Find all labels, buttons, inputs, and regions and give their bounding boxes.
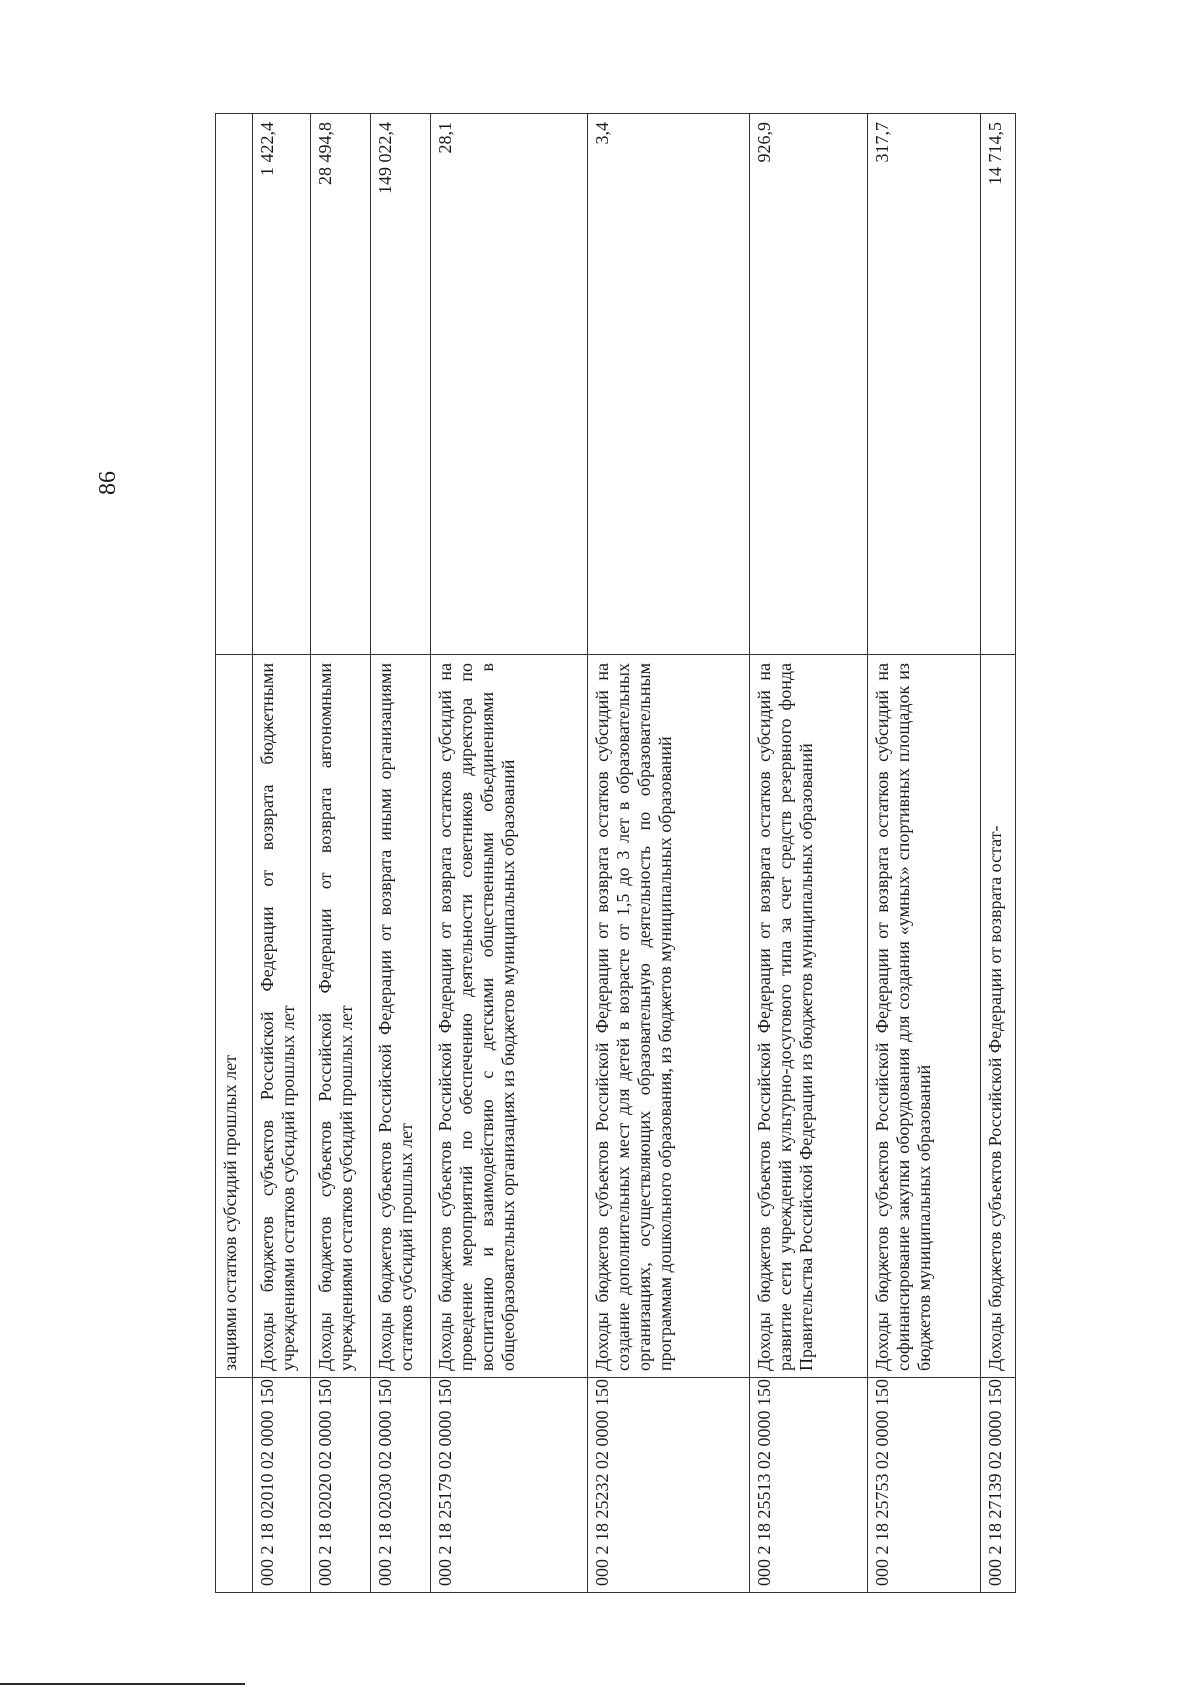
value-cell: 149 022,4 <box>371 114 431 655</box>
code-cell: 000 2 18 25179 02 0000 150 <box>431 1378 588 1593</box>
value-cell: 3,4 <box>588 114 750 655</box>
table-row <box>981 114 1016 1593</box>
code-cell: 000 2 18 25232 02 0000 150 <box>588 1378 750 1593</box>
code-cell: 000 2 18 27139 02 0000 150 <box>981 1378 1016 1593</box>
description-cell: Доходы бюджетов субъектов Российской Федерации от возврата остат- <box>981 655 1016 1378</box>
code-cell: 000 2 18 02010 02 0000 150 <box>253 1378 311 1593</box>
table-row <box>371 114 431 1593</box>
table-row <box>750 114 868 1593</box>
code-cell: 000 2 18 25513 02 0000 150 <box>750 1378 868 1593</box>
table-row <box>253 114 311 1593</box>
description-cell: Доходы бюджетов субъектов Российской Федерации от возврата остатков субсидий на развитие сети учреждений культурно-досугового типа за счет средств резервного фонда Правительства Российской Федерации из бюджетов муниципальных образований <box>750 655 868 1378</box>
page-number: 86 <box>95 471 121 495</box>
description-cell: Доходы бюджетов субъектов Российской Федерации от возврата бюджетными учреждениями остатков субсидий прошлых лет <box>253 655 311 1378</box>
value-cell <box>216 114 253 655</box>
value-cell: 926,9 <box>750 114 868 655</box>
description-cell: зациями остатков субсидий прошлых лет <box>216 655 253 1378</box>
description-cell: Доходы бюджетов субъектов Российской Федерации от возврата автономными учреждениями остатков субсидий прошлых лет <box>311 655 371 1378</box>
description-cell: Доходы бюджетов субъектов Российской Федерации от возврата остатков субсидий на софинансирование закупки оборудования для создания «умных» спортивных площадок из бюджетов муниципальных образований <box>868 655 981 1378</box>
code-cell: 000 2 18 25753 02 0000 150 <box>868 1378 981 1593</box>
description-cell: Доходы бюджетов субъектов Российской Федерации от возврата иными организациями остатков субсидий прошлых лет <box>371 655 431 1378</box>
table-row <box>868 114 981 1593</box>
table-row <box>311 114 371 1593</box>
revenue-table <box>215 113 1016 1593</box>
code-cell: 000 2 18 02030 02 0000 150 <box>371 1378 431 1593</box>
bottom-rule-line <box>0 1683 245 1685</box>
value-cell: 317,7 <box>868 114 981 655</box>
table-row-continuation <box>216 114 253 1593</box>
value-cell: 14 714,5 <box>981 114 1016 655</box>
code-cell <box>216 1378 253 1593</box>
value-cell: 1 422,4 <box>253 114 311 655</box>
code-cell: 000 2 18 02020 02 0000 150 <box>311 1378 371 1593</box>
table-row <box>588 114 750 1593</box>
value-cell: 28,1 <box>431 114 588 655</box>
table-row <box>431 114 588 1593</box>
description-cell: Доходы бюджетов субъектов Российской Федерации от возврата остатков субсидий на создание дополнительных мест для детей в возрасте от 1,5 до 3 лет в образовательных организациях, осуществляющих образовательную деятельность по образовательным программам дошкольного образования, из бюджетов муниципальных образований <box>588 655 750 1378</box>
value-cell: 28 494,8 <box>311 114 371 655</box>
description-cell: Доходы бюджетов субъектов Российской Федерации от возврата остатков субсидий на проведение мероприятий по обеспечению деятельности советников директора по воспитанию и взаимодействию с детскими общественными объединениями в общеобразовательных организациях из бюджетов муниципальных образований <box>431 655 588 1378</box>
